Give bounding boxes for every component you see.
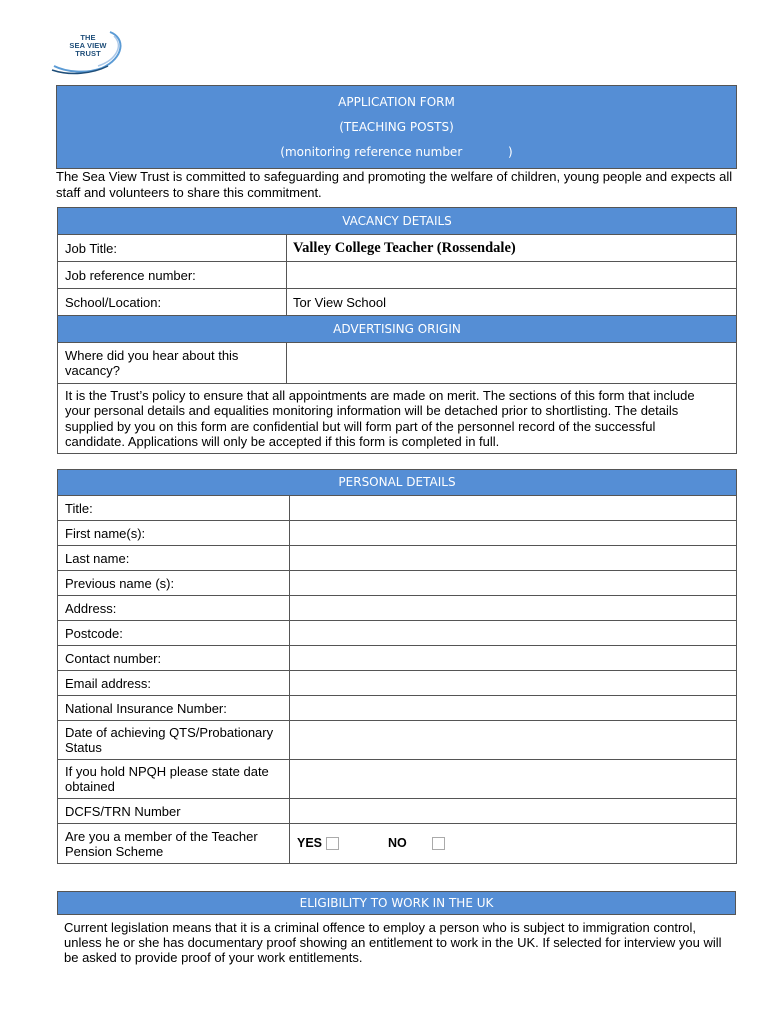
- logo-text: [60, 34, 116, 58]
- contact-number-label: Contact number:: [58, 646, 290, 671]
- qts-date-label: Date of achieving QTS/Probationary Status: [58, 721, 290, 760]
- school-location-label: School/Location:: [58, 289, 287, 316]
- email-field[interactable]: [290, 671, 737, 696]
- logo-line-3: TRUST: [75, 49, 101, 58]
- postcode-label: Postcode:: [58, 621, 290, 646]
- vacancy-table: [57, 207, 737, 454]
- vacancy-heading: VACANCY DETAILS: [58, 208, 737, 235]
- job-title-field[interactable]: Valley College Teacher (Rossendale): [287, 235, 737, 262]
- previous-name-label: Previous name (s):: [58, 571, 290, 596]
- no-checkbox[interactable]: [432, 837, 445, 850]
- policy-text: It is the Trust’s policy to ensure that all appointments are made on merit. The sections of this form that include your personal details and equalities monitoring information will be detached prior to shortlisting. The details supplied by you on this form are confidential but will form part of the personnel record of the successful candidate. Applications will only be accepted if this form is completed in full.: [58, 384, 737, 454]
- contact-number-field[interactable]: [290, 646, 737, 671]
- sea-view-trust-logo: [50, 28, 130, 76]
- last-name-label: Last name:: [58, 546, 290, 571]
- title-field[interactable]: [290, 496, 737, 521]
- first-name-label: First name(s):: [58, 521, 290, 546]
- job-reference-field[interactable]: [287, 262, 737, 289]
- previous-name-field[interactable]: [290, 571, 737, 596]
- logo-line-1: THE: [80, 33, 96, 42]
- job-reference-label: Job reference number:: [58, 262, 287, 289]
- yes-checkbox[interactable]: [326, 837, 339, 850]
- yes-label: YES: [297, 836, 323, 850]
- trn-number-label: DCFS/TRN Number: [58, 799, 290, 824]
- eligibility-text: Current legislation means that it is a criminal offence to employ a person who is subject to immigration control, unless he or she has documentary proof showing an entitlement to work in the UK. If selected for interview you will be asked to provide proof of your work entitlements.: [64, 920, 722, 965]
- qts-date-field[interactable]: [290, 721, 737, 760]
- pension-options: [290, 824, 737, 864]
- last-name-field[interactable]: [290, 546, 737, 571]
- address-label: Address:: [58, 596, 290, 621]
- address-field[interactable]: [290, 596, 737, 621]
- npqh-date-label: If you hold NPQH please state date obtained: [58, 760, 290, 799]
- ni-number-label: National Insurance Number:: [58, 696, 290, 721]
- advertising-heading: ADVERTISING ORIGIN: [58, 316, 737, 343]
- no-label: NO: [387, 836, 407, 850]
- postcode-field[interactable]: [290, 621, 737, 646]
- npqh-date-field[interactable]: [290, 760, 737, 799]
- school-location-field[interactable]: Tor View School: [287, 289, 737, 316]
- personal-heading: PERSONAL DETAILS: [58, 470, 737, 496]
- advert-source-label: Where did you hear about this vacancy?: [58, 343, 287, 384]
- form-title: APPLICATION FORM: [338, 95, 455, 109]
- monitoring-reference: (monitoring reference number ): [280, 145, 513, 159]
- trn-number-field[interactable]: [290, 799, 737, 824]
- email-label: Email address:: [58, 671, 290, 696]
- form-subtitle: (TEACHING POSTS): [339, 120, 454, 134]
- intro-text: The Sea View Trust is committed to safeguarding and promoting the welfare of children, young people and expects all staff and volunteers to share this commitment.: [56, 169, 733, 200]
- ni-number-field[interactable]: [290, 696, 737, 721]
- personal-details-table: [57, 469, 737, 864]
- advert-source-field[interactable]: [287, 343, 737, 384]
- first-name-field[interactable]: [290, 521, 737, 546]
- eligibility-heading-text: ELIGIBILITY TO WORK IN THE UK: [299, 896, 494, 910]
- pension-label: Are you a member of the Teacher Pension Scheme: [58, 824, 290, 864]
- logo-line-2: SEA VIEW: [69, 41, 107, 50]
- form-header: [56, 85, 737, 169]
- job-title-label: Job Title:: [58, 235, 287, 262]
- eligibility-heading: [57, 891, 736, 915]
- title-label: Title:: [58, 496, 290, 521]
